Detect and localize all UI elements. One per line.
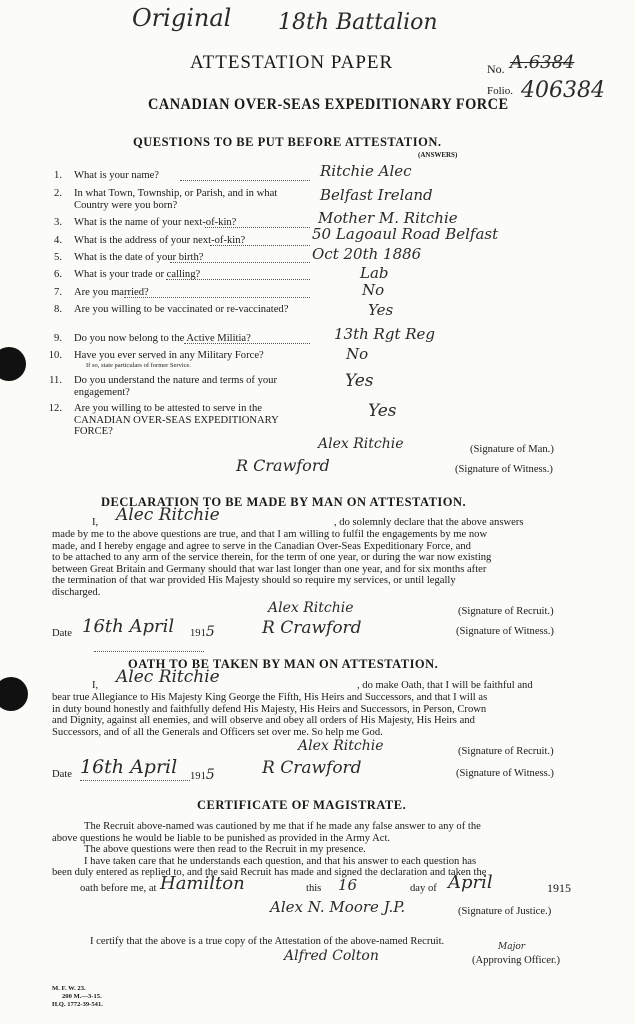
question-text: Are you willing to be attested to serve in the CANADIAN OVER-SEAS EXPEDITIONARY FORCE? — [74, 403, 279, 437]
folio-value: 406384 — [521, 78, 605, 103]
punch-hole-top — [0, 347, 26, 381]
question-text: What is the address of your next-of-kin? — [74, 235, 246, 246]
oath-signature-witness-label: (Signature of Witness.) — [456, 768, 554, 779]
declaration-name: Alec Ritchie — [116, 505, 220, 525]
question-text: What is the date of your birth? — [74, 252, 204, 263]
declaration-line: made by me to the above questions are true, and that I am willing to fulfil the engagements by me now — [52, 529, 488, 540]
oath-year-prefix: 191 — [190, 771, 206, 782]
question-text: Are you willing to be vaccinated or re-vaccinated? — [74, 304, 289, 315]
answers-label: (ANSWERS) — [418, 151, 458, 159]
true-copy-statement: I certify that the above is a true copy of the Attestation of the above-named Recruit. — [90, 936, 445, 947]
declaration-signature-recruit: Alex Ritchie — [268, 600, 354, 616]
footer-line: M. F. W. 23. — [52, 985, 86, 992]
certificate-year: 1915 — [547, 881, 571, 895]
declaration-line1-end: , do solemnly declare that the above answers — [334, 517, 524, 528]
question-text: Do you understand the nature and terms of your engagement? — [74, 375, 277, 398]
questions-heading: QUESTIONS TO BE PUT BEFORE ATTESTATION. — [133, 135, 442, 149]
oath-i: I, — [92, 680, 99, 691]
certificate-heading: CERTIFICATE OF MAGISTRATE. — [197, 798, 407, 812]
answer-military-service: No — [346, 345, 369, 363]
question-number: 9. — [54, 333, 62, 344]
signature-man: Alex Ritchie — [318, 436, 404, 452]
oath-year-suffix: 5 — [205, 767, 215, 783]
oath-text — [52, 667, 572, 738]
certificate-day: 16 — [338, 876, 358, 894]
answer-militia: 13th Rgt Reg — [334, 325, 436, 343]
question-number: 8. — [54, 304, 62, 315]
certificate-month: April — [448, 872, 493, 893]
question-text: In what Town, Township, or Parish, and in what Country were you born? — [74, 188, 278, 211]
oath-line: in duty bound honestly and faithfully defend His Majesty, His Heirs and Successors, in Person, Crown — [52, 703, 487, 715]
question-number: 7. — [54, 287, 62, 298]
number-label: No. — [487, 62, 505, 76]
oath-name: Alec Ritchie — [116, 667, 220, 687]
dotted-line — [166, 279, 310, 280]
question-text: What is your name? — [74, 170, 160, 181]
dotted-line — [210, 245, 310, 246]
declaration-signature-witness: R Crawford — [262, 618, 362, 638]
answer-understand: Yes — [345, 371, 374, 391]
approving-officer-signature: Alfred Colton — [284, 948, 379, 964]
declaration-signature-witness-label: (Signature of Witness.) — [456, 626, 554, 637]
oath-signature-recruit: Alex Ritchie — [298, 738, 384, 754]
answer-birth-date: Oct 20th 1886 — [312, 245, 422, 263]
declaration-line: made, and I hereby engage and agree to serve in the Canadian Over-Seas Expeditionary Force, and — [52, 540, 471, 552]
certificate-place: Hamilton — [160, 873, 245, 894]
oath-year — [190, 767, 215, 783]
question-text — [74, 350, 306, 369]
certificate-line: I have taken care that he understands each question, and that his answer to each question has — [84, 855, 477, 867]
question-text: Do you now belong to the Active Militia? — [74, 333, 251, 344]
declaration-date-label: Date — [52, 628, 72, 639]
certificate-line: The Recruit above-named was cautioned by me that if he made any false answer to any of the — [84, 821, 481, 832]
certificate-line: The above questions were then read to the Recruit in my presence. — [84, 844, 366, 856]
declaration-line: to be attached to any arm of the service therein, for the term of one year, or during the war now existing — [52, 552, 492, 564]
page-title: ATTESTATION PAPER — [190, 52, 394, 73]
question-number: 5. — [54, 252, 62, 263]
footer-line: 200 M.—3-15. — [62, 993, 102, 1000]
answer-next-of-kin-address: 50 Lagoaul Road Belfast — [312, 225, 499, 243]
declaration-year-prefix: 191 — [190, 628, 206, 639]
footer-line: H.Q. 1772-39-541. — [52, 1001, 103, 1008]
question-number: 12. — [48, 403, 62, 414]
punch-hole-bottom — [0, 677, 28, 711]
dotted-line — [94, 651, 204, 652]
folio-label: Folio. — [487, 85, 513, 97]
form-footer — [52, 985, 103, 1009]
answer-name: Ritchie Alec — [320, 162, 412, 180]
question-number: 2. — [54, 188, 62, 199]
approving-officer-label: (Approving Officer.) — [472, 955, 561, 966]
dotted-line — [170, 262, 310, 263]
answer-willing: Yes — [368, 401, 397, 421]
oath-line: Successors, and of all the Generals and Officers set over me. So help me God. — [52, 726, 383, 738]
oath-line1-end: , do make Oath, that I will be faithful and — [357, 680, 533, 691]
handwritten-original: Original — [132, 4, 232, 32]
question-text: What is the name of your next-of-kin? — [74, 217, 237, 228]
declaration-year-suffix: 5 — [205, 624, 215, 640]
oath-line: and Dignity, against all enemies, and will observe and obey all orders of His Majesty, His Heirs and — [52, 715, 475, 727]
question-text-main: Have you ever served in any Military Force? — [74, 350, 264, 361]
declaration-heading: DECLARATION TO BE MADE BY MAN ON ATTESTATION. — [101, 495, 467, 509]
signature-man-label: (Signature of Man.) — [470, 444, 554, 455]
signature-witness-1: R Crawford — [236, 456, 330, 475]
oath-signature-recruit-label: (Signature of Recruit.) — [458, 746, 554, 757]
oath-signature-witness: R Crawford — [262, 758, 362, 778]
question-text: What is your trade or calling? — [74, 269, 201, 280]
declaration-year — [190, 624, 215, 640]
number-value: A.6384 — [510, 52, 575, 73]
declaration-signature-recruit-label: (Signature of Recruit.) — [458, 606, 554, 617]
question-text: Are you married? — [74, 287, 149, 298]
certificate-text — [52, 821, 574, 879]
declaration-text — [52, 505, 572, 599]
signature-justice-label: (Signature of Justice.) — [458, 906, 552, 917]
question-number: 10. — [48, 350, 62, 361]
approving-officer-rank: Major — [498, 942, 526, 952]
answer-next-of-kin: Mother M. Ritchie — [318, 209, 458, 227]
dotted-line — [180, 180, 310, 181]
declaration-line: the termination of that war provided His Majesty should so require my services, or until legally — [52, 575, 456, 587]
dotted-line — [124, 297, 310, 298]
oath-date-label: Date — [52, 769, 72, 780]
signature-witness-1-label: (Signature of Witness.) — [455, 464, 553, 475]
answer-trade: Lab — [360, 264, 389, 282]
dotted-line — [184, 343, 310, 344]
question-number: 1. — [54, 170, 62, 181]
dotted-line — [205, 227, 310, 228]
certificate-line: above questions he would be liable to be punished as provided in the Army Act. — [52, 832, 391, 844]
oath-line: bear true Allegiance to His Majesty King George the Fifth, His Heirs and Successors, and that I will as — [52, 692, 488, 703]
declaration-i: I, — [92, 517, 99, 528]
handwritten-battalion: 18th Battalion — [278, 10, 438, 35]
force-title: CANADIAN OVER-SEAS EXPEDITIONARY FORCE — [148, 96, 509, 113]
signature-justice: Alex N. Moore J.P. — [270, 898, 406, 916]
question-number: 3. — [54, 217, 62, 228]
certificate-day-of: day of — [410, 883, 437, 894]
answer-birthplace: Belfast Ireland — [320, 186, 433, 204]
dotted-line — [80, 780, 190, 781]
question-number: 4. — [54, 235, 62, 246]
certificate-this: this — [306, 883, 322, 894]
certificate-oath-before: oath before me, at — [80, 883, 157, 894]
declaration-line: discharged. — [52, 586, 101, 598]
question-subtext: If so, state particulars of former Service. — [86, 361, 192, 369]
question-number: 11. — [49, 375, 62, 386]
oath-date-value: 16th April — [80, 756, 178, 778]
oath-heading: OATH TO BE TAKEN BY MAN ON ATTESTATION. — [128, 657, 439, 671]
declaration-date-value: 16th April — [82, 616, 175, 637]
answer-vaccinated: Yes — [368, 301, 394, 319]
answer-married: No — [362, 281, 385, 299]
certificate-line: been duly entered as replied to, and the said Recruit has made and signed the declaration and taken the — [52, 867, 487, 879]
question-number: 6. — [54, 269, 62, 280]
declaration-line: between Great Britain and Germany should that war last longer than one year, and for six months after — [52, 563, 487, 575]
